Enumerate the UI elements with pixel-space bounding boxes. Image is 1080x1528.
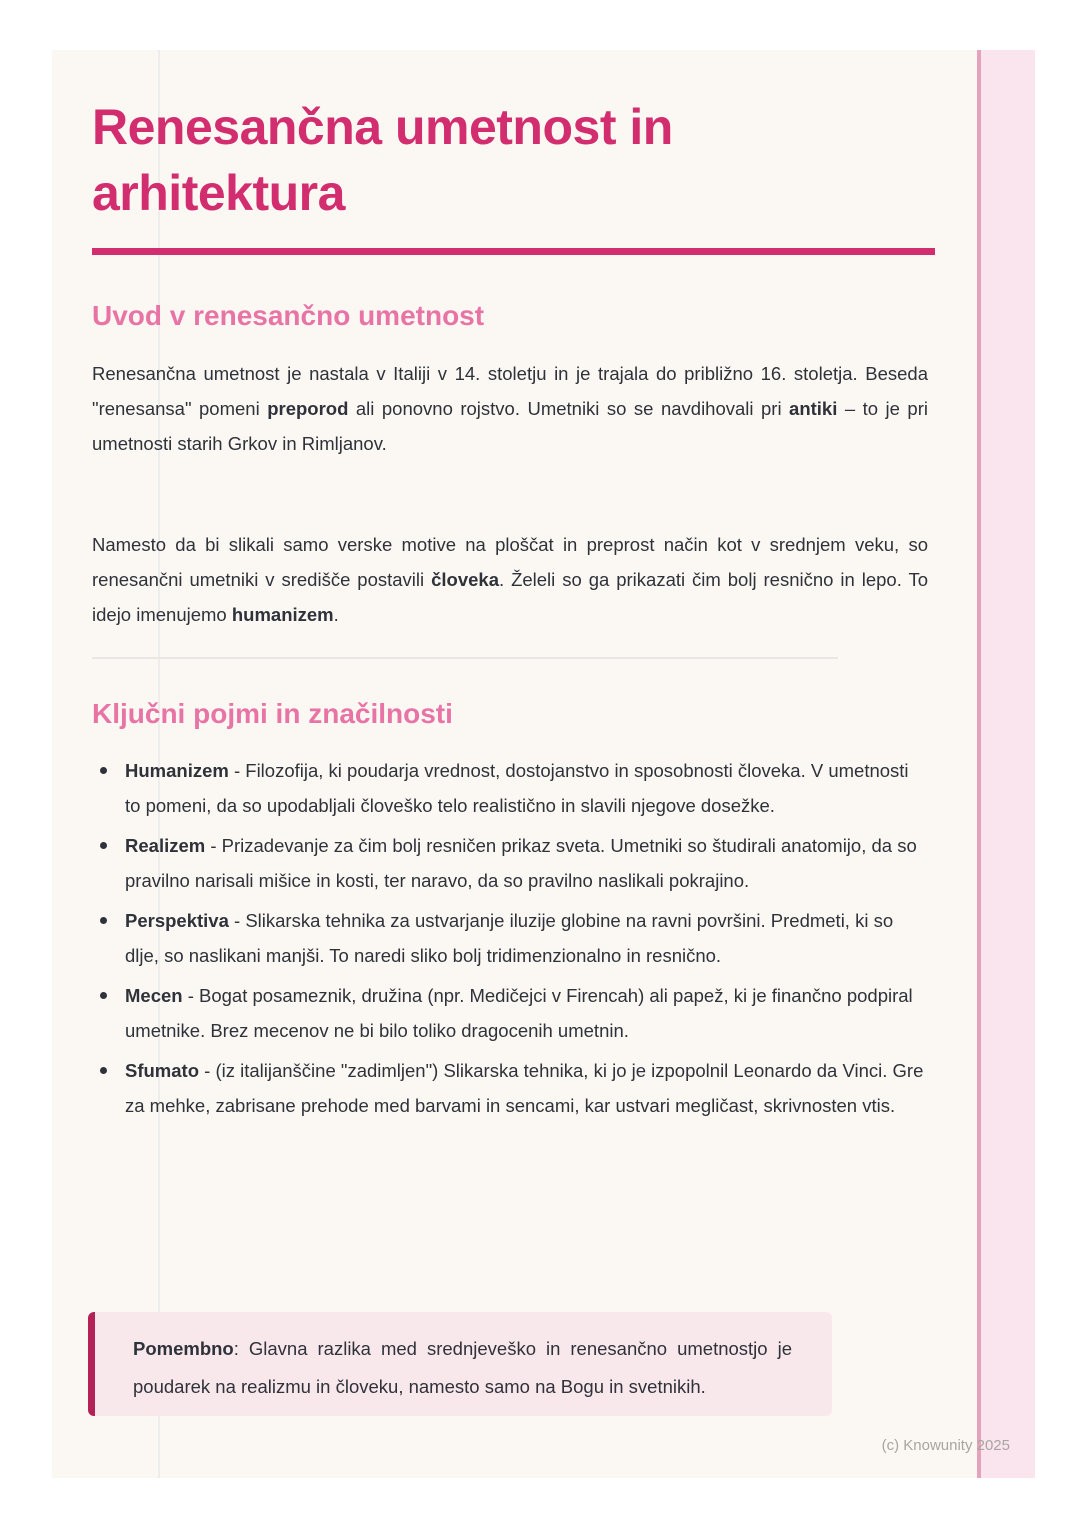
concept-desc: - (iz italijanščine "zadimljen") Slikarska tehnika, ki jo je izpopolnil Leonardo da Vinci. Gre za mehke, zabrisane prehode med barvami in sencami, kar ustvari megličast, skrivnosten vtis. (125, 1060, 924, 1116)
right-margin-stripe (981, 50, 1035, 1478)
section-divider (92, 657, 838, 659)
list-item (92, 978, 928, 1048)
key-concepts-list (92, 753, 928, 1128)
concept-term: Sfumato (125, 1060, 199, 1081)
text-run: – to je pri umetnosti starih Grkov in Rimljanov. (92, 398, 928, 454)
page-title: Renesančna umetnost in arhitektura (92, 99, 673, 221)
bold-term-preporod: preporod (267, 398, 349, 419)
callout-text: : Glavna razlika med srednjeveško in renesančno umetnostjo je poudarek na realizmu in človeku, namesto samo na Bogu in svetnikih. (133, 1338, 792, 1397)
concept-term: Humanizem (125, 760, 229, 781)
bold-term-cloveka: človeka (431, 569, 499, 590)
text-run: . (333, 604, 339, 625)
bullet-icon (100, 767, 107, 774)
concept-desc: - Filozofija, ki poudarja vrednost, dostojanstvo in sposobnosti človeka. V umetnosti to pomeni, da so upodabljali človeško telo realistično in slavili njegove dosežke. (125, 760, 909, 816)
concept-desc: - Slikarska tehnika za ustvarjanje iluzije globine na ravni površini. Predmeti, ki so dlje, so naslikani manjši. To naredi sliko bolj tridimenzionalno in resnično. (125, 910, 894, 966)
text-run: ali ponovno rojstvo. Umetniki so se navdihovali pri (348, 398, 790, 419)
text-run: Renesančna umetnost je nastala v Italiji v 14. stoletju in je trajala do približno 16. stoletja. Beseda "renesansa" pomeni (92, 363, 928, 419)
intro-paragraph-1 (92, 356, 928, 461)
concept-term: Realizem (125, 835, 206, 856)
notes-page (52, 50, 1035, 1478)
concept-term: Mecen (125, 985, 183, 1006)
bullet-icon (100, 992, 107, 999)
right-margin-stripe-line (977, 50, 981, 1478)
callout-label: Pomembno (133, 1338, 234, 1359)
concept-desc: - Bogat posameznik, družina (npr. Medičejci v Firencah) ali papež, ki je finančno podpiral umetnike. Brez mecenov ne bi bilo toliko dragocenih umetnin. (125, 985, 913, 1041)
section-heading-key-concepts: Ključni pojmi in značilnosti (92, 698, 453, 729)
important-callout (88, 1312, 832, 1416)
intro-paragraph-2 (92, 527, 928, 632)
concept-desc: - Prizadevanje za čim bolj resničen prikaz sveta. Umetniki so študirali anatomijo, da so pravilno narisali mišice in kosti, ter naravo, da so pravilno naslikali pokrajino. (125, 835, 917, 891)
copyright-watermark: (c) Knowunity 2025 (881, 1437, 1010, 1454)
text-run: . Želeli so ga prikazati čim bolj resnično in lepo. To idejo imenujemo (92, 569, 928, 625)
list-item (92, 753, 928, 823)
list-item (92, 828, 928, 898)
section-heading-intro: Uvod v renesančno umetnost (92, 300, 485, 331)
title-underline-rule (92, 248, 935, 255)
bullet-icon (100, 1067, 107, 1074)
list-item (92, 1053, 928, 1123)
list-item (92, 903, 928, 973)
concept-term: Perspektiva (125, 910, 229, 931)
bold-term-humanizem: humanizem (231, 604, 334, 625)
text-run: Namesto da bi slikali samo verske motive na ploščat in preprost način kot v srednjem veku, so renesančni umetniki v središče postavili (92, 534, 928, 590)
bullet-icon (100, 842, 107, 849)
bullet-icon (100, 917, 107, 924)
bold-term-antiki: antiki (789, 398, 838, 419)
